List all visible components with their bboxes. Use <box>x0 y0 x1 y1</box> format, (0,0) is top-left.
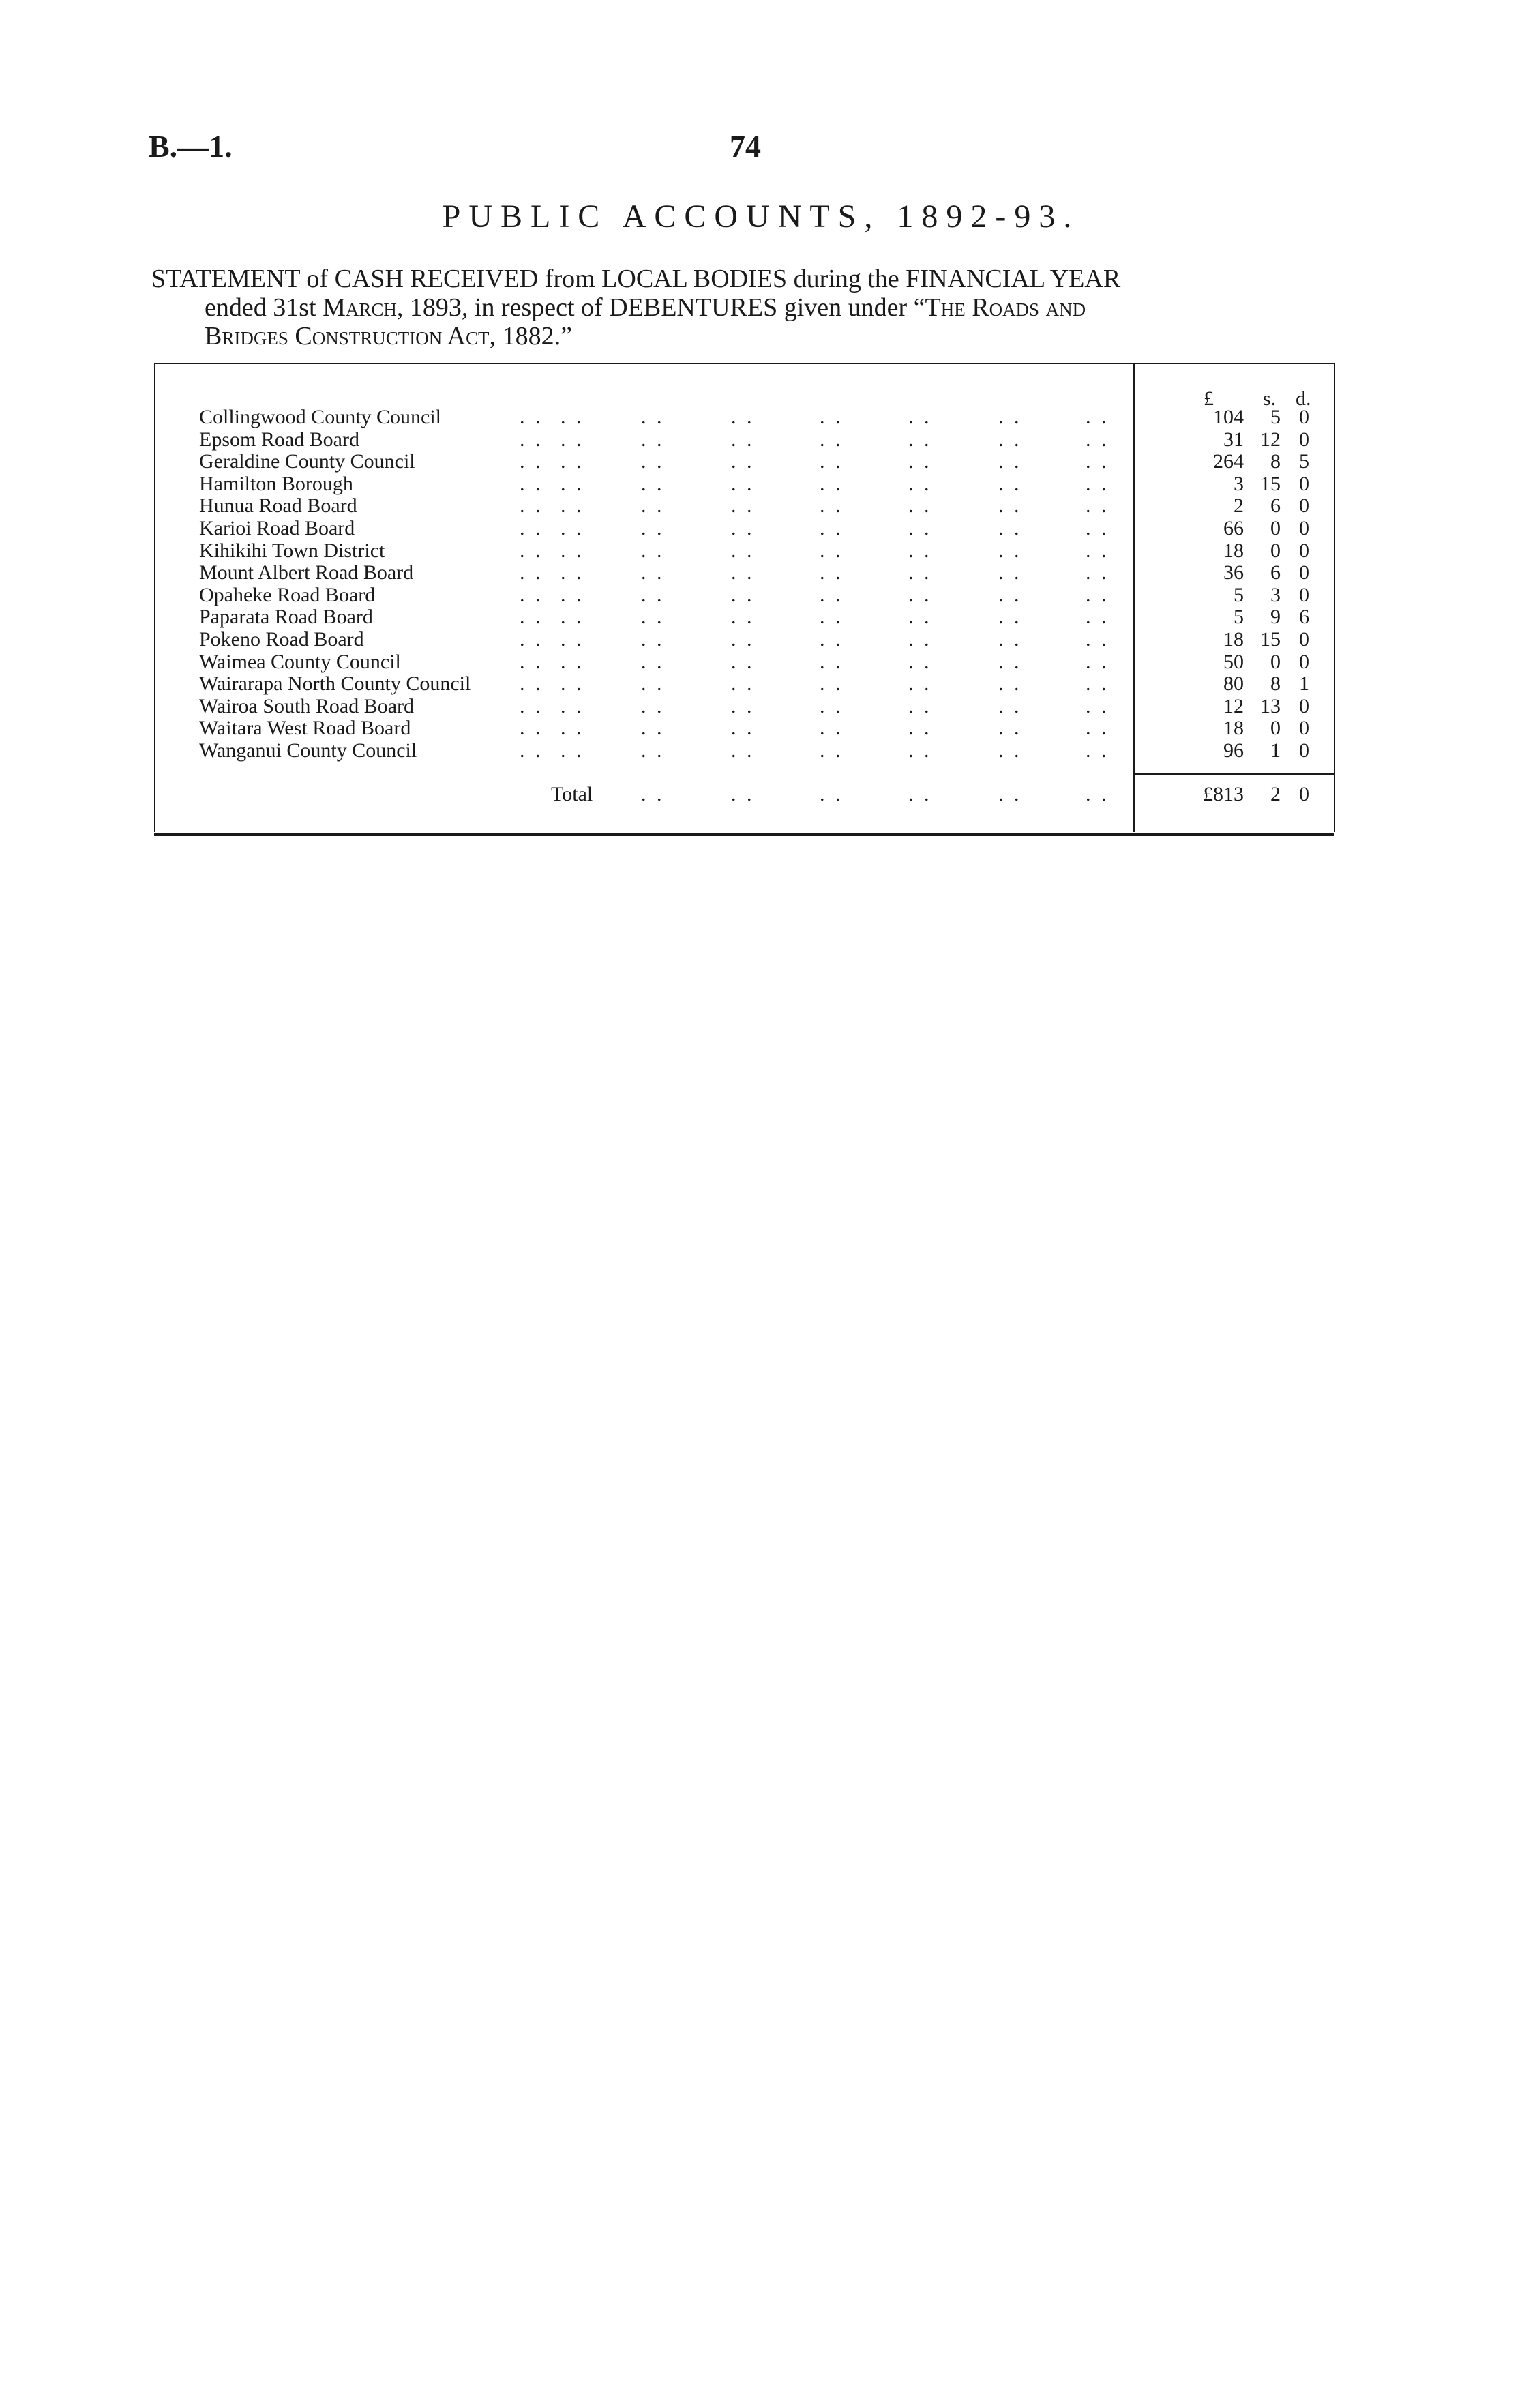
table-row: . . . . . . . . . . . . . . . . Kihikihi Town District 18 0 0 <box>199 539 1309 562</box>
amount-shillings: 8 <box>1270 672 1281 696</box>
amount-shillings: 6 <box>1270 494 1281 518</box>
statement-line-1: STATEMENT of CASH RECEIVED from LOCAL BODIES during the FINANCIAL YEAR <box>151 265 1121 293</box>
local-body-name: Hunua Road Board <box>199 495 360 518</box>
amount-pounds: 18 <box>1223 717 1244 740</box>
amount-pence: 6 <box>1299 606 1309 629</box>
local-body-name: Waimea County Council <box>199 651 404 674</box>
local-body-name: Pokeno Road Board <box>199 629 367 651</box>
amount-pence: 0 <box>1299 739 1309 762</box>
amount-pounds: 36 <box>1223 561 1244 584</box>
amount-shillings: 9 <box>1270 606 1281 629</box>
table-row: . . . . . . . . . . . . . . . . Paparata Road Board 5 9 6 <box>199 606 1309 629</box>
table-row: . . . . . . . . . . . . . . . . Hunua Road Board 2 6 0 <box>199 494 1309 518</box>
local-body-name: Karioi Road Board <box>199 518 357 540</box>
amount-shillings: 0 <box>1270 539 1281 562</box>
amount-shillings: 0 <box>1270 516 1281 539</box>
local-body-name: Kihikihi Town District <box>199 540 387 563</box>
local-body-name: Hamilton Borough <box>199 473 356 496</box>
table-body <box>199 406 1317 762</box>
amount-shillings: 15 <box>1260 472 1281 495</box>
pounds-header: £ <box>1204 387 1214 410</box>
amount-shillings: 13 <box>1260 694 1281 717</box>
local-body-name: Collingwood County Council <box>199 406 444 429</box>
statement-text: ended 31st <box>205 293 316 322</box>
document-reference: B.—1. <box>149 129 233 164</box>
statement-line-3 <box>151 322 1352 351</box>
total-pounds: £813 <box>1203 783 1244 805</box>
local-body-name: Geraldine County Council <box>199 451 418 473</box>
page-title: PUBLIC ACCOUNTS, 1892-93. <box>442 198 1080 235</box>
table-row: . . . . . . . . . . . . . . . . Waimea County Council 50 0 0 <box>199 650 1309 673</box>
amount-shillings: 0 <box>1270 717 1281 740</box>
statement-month: March <box>323 293 397 322</box>
amount-pounds: 2 <box>1234 494 1244 518</box>
local-body-name: Paparata Road Board <box>199 606 376 629</box>
local-body-name: Mount Albert Road Board <box>199 562 416 584</box>
amount-pounds: 5 <box>1234 606 1244 629</box>
amount-pounds: 3 <box>1234 472 1244 495</box>
table-row: . . . . . . . . . . . . . . . . Mount Albert Road Board 36 6 0 <box>199 561 1309 584</box>
amount-pence: 1 <box>1299 672 1309 696</box>
local-body-name: Opaheke Road Board <box>199 584 378 607</box>
local-body-name: Wairarapa North County Council <box>199 673 473 696</box>
amount-pence: 0 <box>1299 694 1309 717</box>
local-body-name: Waitara West Road Board <box>199 717 413 740</box>
shillings-header: s. <box>1263 387 1277 410</box>
statement-caption <box>151 265 1352 351</box>
amount-pounds: 18 <box>1223 539 1244 562</box>
statement-text: , 1893, in respect of DEBENTURES given under “ <box>396 293 925 322</box>
sum-rule <box>1133 773 1334 775</box>
amount-shillings: 12 <box>1260 428 1281 451</box>
table-row: . . . . . . . . . . . . . . . . Wanganui County Council 96 1 0 <box>199 739 1309 762</box>
amount-pounds: 96 <box>1223 739 1244 762</box>
statement-text: , 1882.” <box>489 322 572 351</box>
amount-pence: 0 <box>1299 561 1309 584</box>
amount-pence: 0 <box>1299 494 1309 518</box>
table-right-border <box>1334 363 1335 832</box>
table-row: . . . . . . . . . . . . . . . . Wairoa South Road Board 12 13 0 <box>199 694 1309 717</box>
amount-pence: 0 <box>1299 650 1309 673</box>
amount-pence: 0 <box>1299 472 1309 495</box>
amount-pounds: 50 <box>1223 650 1244 673</box>
table-row: . . . . . . . . . . . . . . . . Pokeno Road Board 18 15 0 <box>199 627 1309 651</box>
act-name-part-2: Bridges Construction Act <box>205 322 490 351</box>
total-row: . . . . . . . . . . . . Total £813 2 0 <box>551 783 1309 805</box>
amount-pounds: 264 <box>1213 450 1244 473</box>
amount-pence: 5 <box>1299 450 1309 473</box>
amount-shillings: 1 <box>1270 739 1281 762</box>
amount-pence: 0 <box>1299 406 1309 428</box>
local-body-name: Wairoa South Road Board <box>199 696 417 718</box>
table-left-border <box>154 363 155 832</box>
total-pence: 0 <box>1299 783 1309 805</box>
amount-pounds: 31 <box>1223 428 1244 451</box>
amount-shillings: 3 <box>1270 583 1281 606</box>
amount-pence: 0 <box>1299 583 1309 606</box>
amount-pence: 0 <box>1299 627 1309 651</box>
table-row: . . . . . . . . . . . . . . . . Geraldine County Council 264 8 5 <box>199 450 1309 473</box>
table-row: . . . . . . . . . . . . . . . . Epsom Road Board 31 12 0 <box>199 428 1309 451</box>
local-body-name: Wanganui County Council <box>199 740 419 762</box>
local-body-name: Epsom Road Board <box>199 429 362 451</box>
amount-shillings: 0 <box>1270 650 1281 673</box>
amount-shillings: 6 <box>1270 561 1281 584</box>
amount-pounds: 104 <box>1213 406 1244 428</box>
page-number: 74 <box>730 129 761 164</box>
amount-pence: 0 <box>1299 539 1309 562</box>
table-row: . . . . . . . . . . . . . . . . Waitara West Road Board 18 0 0 <box>199 717 1309 740</box>
amount-pounds: 12 <box>1223 694 1244 717</box>
table-row: . . . . . . . . . . . . . . . . Wairarapa North County Council 80 8 1 <box>199 672 1309 696</box>
amount-pounds: 66 <box>1223 516 1244 539</box>
table-row: . . . . . . . . . . . . . . . . Opaheke Road Board 5 3 0 <box>199 583 1309 606</box>
amount-pounds: 18 <box>1223 627 1244 651</box>
table-row: . . . . . . . . . . . . . . . . Collingwood County Council 104 5 0 <box>199 406 1309 428</box>
amount-shillings: 15 <box>1260 627 1281 651</box>
total-label: Total <box>551 783 593 805</box>
amount-pounds: 80 <box>1223 672 1244 696</box>
act-name-part-1: The Roads and <box>925 293 1086 322</box>
table-row: . . . . . . . . . . . . . . . . Hamilton Borough 3 15 0 <box>199 472 1309 495</box>
amount-pence: 0 <box>1299 717 1309 740</box>
amount-shillings: 8 <box>1270 450 1281 473</box>
total-shillings: 2 <box>1270 783 1281 805</box>
amount-pence: 0 <box>1299 428 1309 451</box>
amount-pounds: 5 <box>1234 583 1244 606</box>
amount-pence: 0 <box>1299 516 1309 539</box>
amount-shillings: 5 <box>1270 406 1281 428</box>
statement-line-2 <box>151 293 1352 322</box>
table-row: . . . . . . . . . . . . . . . . Karioi Road Board 66 0 0 <box>199 516 1309 539</box>
pence-header: d. <box>1296 387 1311 410</box>
